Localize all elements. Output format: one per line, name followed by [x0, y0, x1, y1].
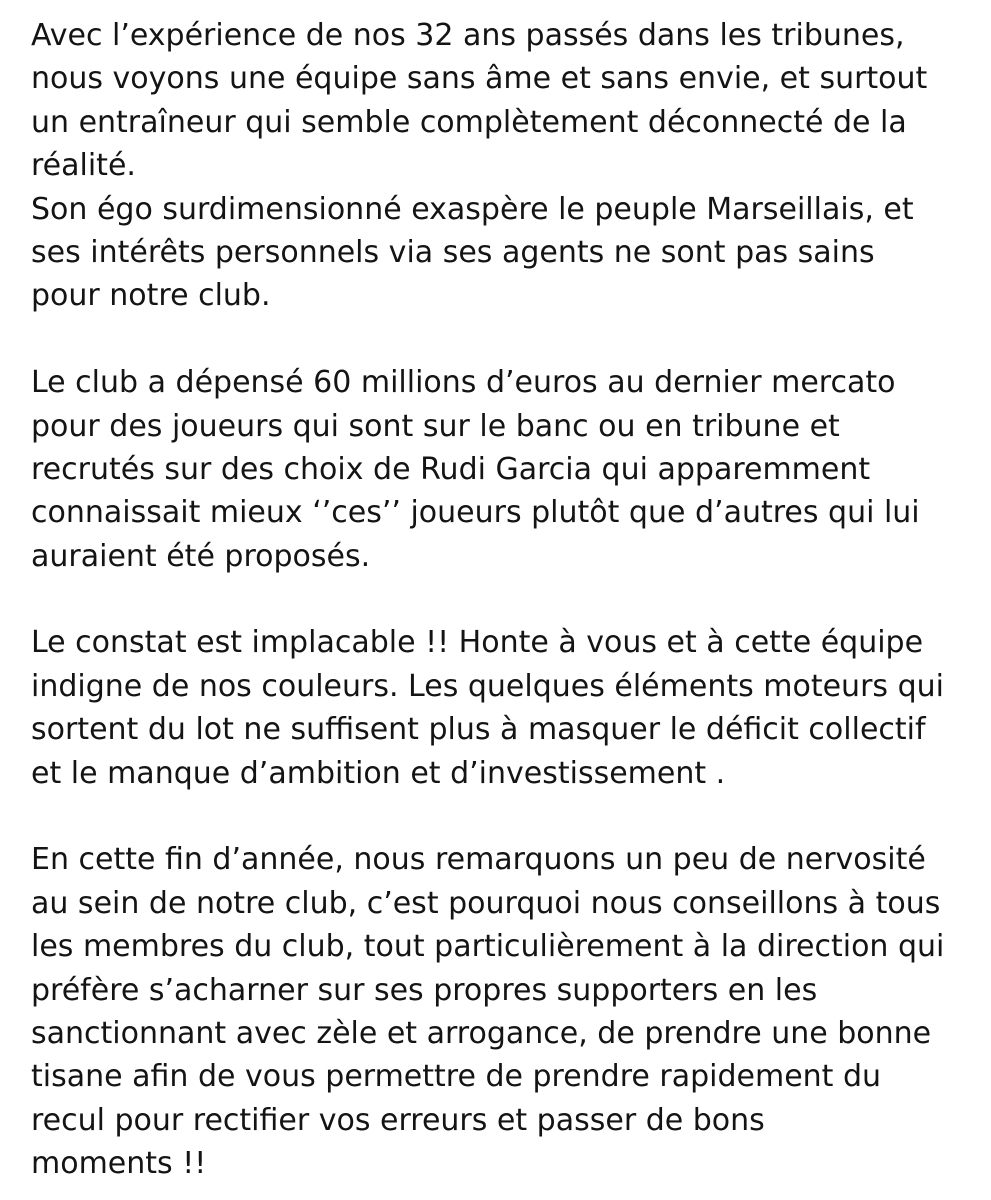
text-line: sanctionnant avec zèle et arrogance, de prendre une bonne [31, 1015, 932, 1051]
text-line: pour notre club. [31, 278, 271, 314]
text-line: sortent du lot ne suffisent plus à masquer le déficit collectif [31, 712, 926, 748]
paragraph-4 [31, 838, 981, 1185]
text-line: un entraîneur qui semble complètement déconnecté de la [31, 104, 907, 140]
text-line: Le constat est implacable !! Honte à vous et à cette équipe [31, 625, 924, 661]
text-line: préfère s’acharner sur ses propres supporters en les [31, 972, 818, 1008]
text-line: moments !! [31, 1146, 207, 1182]
text-line: Le club a dépensé 60 millions d’euros au dernier mercato [31, 365, 896, 401]
text-line: pour des joueurs qui sont sur le banc ou en tribune et [31, 408, 840, 444]
text-line: et le manque d’ambition et d’investissement . [31, 755, 726, 791]
text-line: au sein de notre club, c’est pourquoi nous conseillons à tous [31, 885, 941, 921]
text-line: indigne de nos couleurs. Les quelques éléments moteurs qui [31, 668, 944, 704]
text-line: connaissait mieux ‘’ces’’ joueurs plutôt que d’autres qui lui [31, 495, 920, 531]
paragraph-1 [31, 14, 981, 318]
text-line: tisane afin de vous permettre de prendre rapidement du [31, 1059, 882, 1095]
text-line: les membres du club, tout particulièrement à la direction qui [31, 929, 945, 965]
paragraph-2 [31, 361, 981, 578]
text-line: auraient été proposés. [31, 538, 371, 574]
paragraph-3 [31, 621, 981, 795]
text-line: réalité. [31, 148, 136, 184]
text-line: ses intérêts personnels via ses agents ne sont pas sains [31, 234, 875, 270]
text-line: recul pour rectifier vos erreurs et passer de bons [31, 1102, 765, 1138]
document-body [31, 14, 981, 1186]
text-line: En cette fin d’année, nous remarquons un peu de nervosité [31, 842, 926, 878]
text-line: nous voyons une équipe sans âme et sans envie, et surtout [31, 61, 928, 97]
text-line: Son égo surdimensionné exaspère le peuple Marseillais, et [31, 191, 914, 227]
text-line: Avec l’expérience de nos 32 ans passés dans les tribunes, [31, 18, 905, 53]
text-line: recrutés sur des choix de Rudi Garcia qui apparemment [31, 451, 871, 487]
